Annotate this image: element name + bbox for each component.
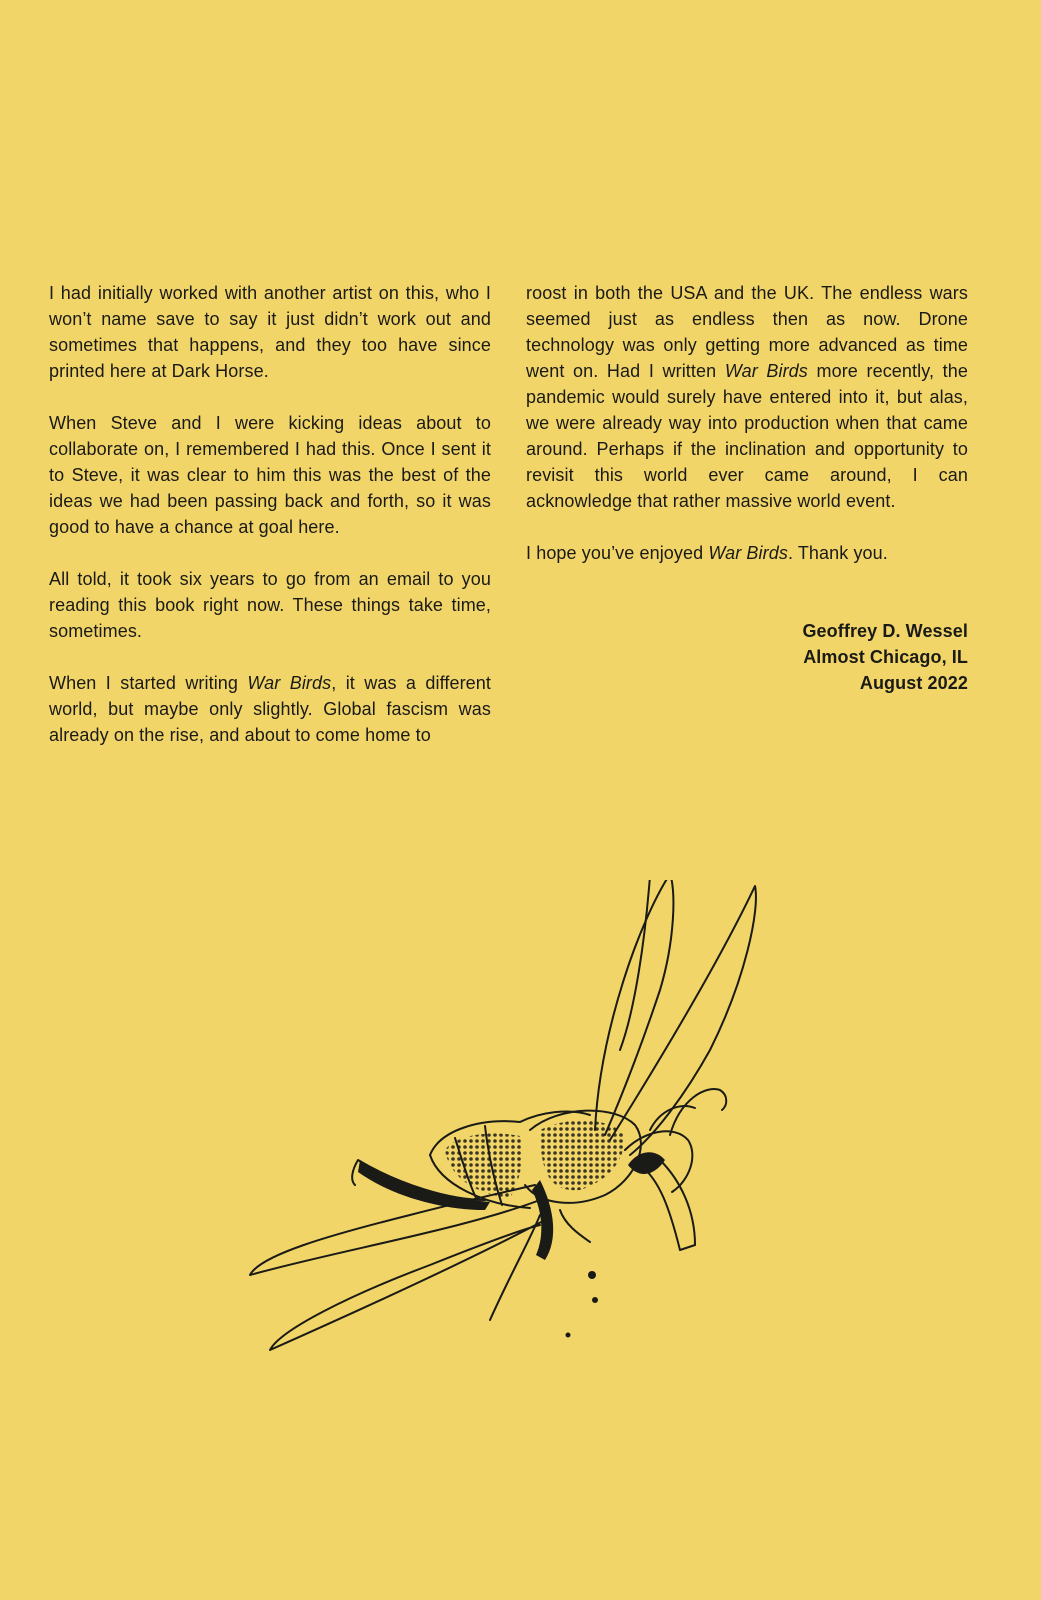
left-paragraph-4-end: , it was a different world, but maybe only slightly. Global fascism was already on the rise, and about to come home to — [49, 673, 491, 745]
author-location: Almost Chicago, IL — [803, 647, 968, 667]
right-paragraph-2-start: I hope you’ve enjoyed — [526, 543, 709, 563]
left-paragraph-1: I had initially worked with another artist on this, who I won’t name save to say it just didn’t work out and sometimes that happens, and they too have since printed here at Dark Horse. — [49, 283, 491, 381]
left-paragraph-4 — [49, 670, 491, 748]
left-paragraph-2: When Steve and I were kicking ideas about to collaborate on, I remembered I had this. Once I sent it to Steve, it was clear to him this was the best of the ideas we had been passing back and forth, so it was good to have a chance at goal here. — [49, 413, 491, 537]
right-text-column — [526, 280, 968, 696]
right-paragraph-1 — [526, 280, 968, 514]
left-paragraph-4-start: When I started writing — [49, 673, 248, 693]
right-paragraph-1-end: more recently, the pandemic would surely have entered into it, but alas, we were already way into production when that came around. Perhaps if the inclination and opportunity to revisit this world ever came around, I can acknowledge that rather massive world event. — [526, 361, 968, 511]
right-paragraph-2 — [526, 540, 968, 566]
wasp-drone-illustration-icon — [240, 880, 780, 1380]
book-title: War Birds — [708, 543, 788, 563]
left-paragraph-3: All told, it took six years to go from an email to you reading this book right now. These things take time, sometimes. — [49, 569, 491, 641]
signature-block — [526, 618, 968, 696]
signature-date: August 2022 — [859, 673, 968, 693]
book-title: War Birds — [724, 361, 808, 381]
book-title: War Birds — [247, 673, 332, 693]
right-paragraph-2-end: . Thank you. — [787, 543, 888, 563]
right-paragraph-1-start: roost in both the USA and the UK. The endless wars seemed just as endless then as now. Drone technology was only getting more advanced as time went on. Had I written — [526, 283, 968, 381]
left-text-column — [49, 280, 491, 748]
author-name: Geoffrey D. Wessel — [802, 621, 968, 641]
